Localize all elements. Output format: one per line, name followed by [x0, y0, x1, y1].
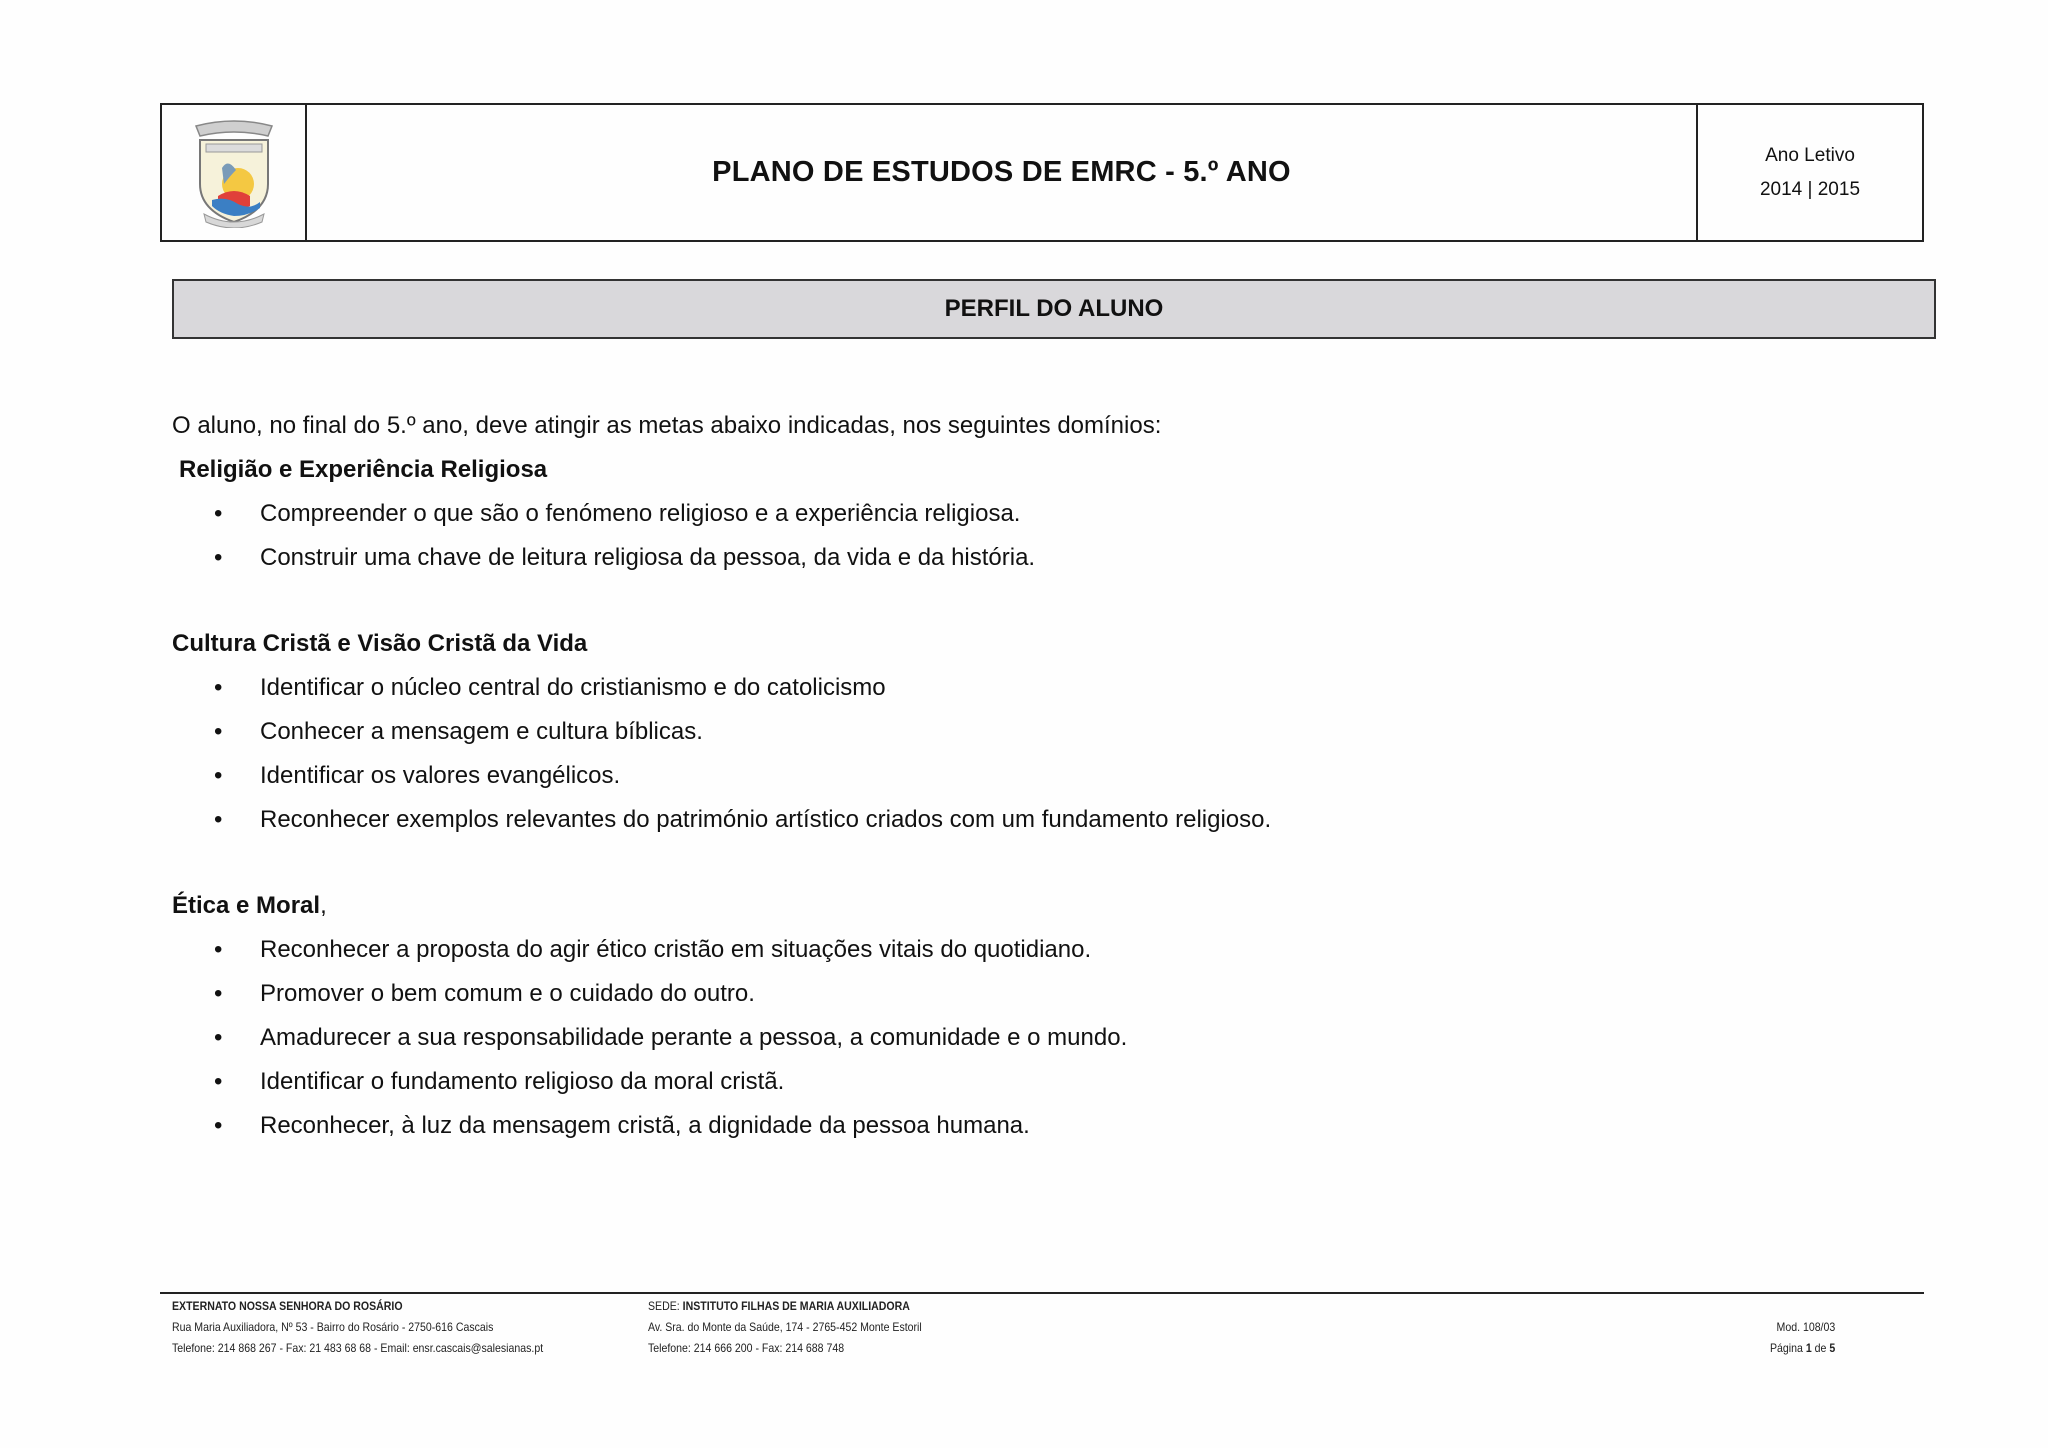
page-of: de	[1814, 1341, 1827, 1355]
list-item: • Conhecer a mensagem e cultura bíblicas.	[172, 710, 1872, 754]
section-title-text: Ética e Moral	[172, 892, 321, 919]
section-ethics	[172, 884, 1872, 1148]
list-item: • Reconhecer exemplos relevantes do património artístico criados com um fundamento religioso.	[172, 798, 1872, 842]
document-header	[160, 103, 1924, 242]
page-label: Página	[1770, 1341, 1803, 1355]
section-title	[172, 884, 1872, 928]
document-body	[172, 404, 1872, 1148]
list-item: • Identificar o núcleo central do cristianismo e do catolicismo	[172, 666, 1872, 710]
section-religion	[172, 448, 1872, 580]
footer-hq-name: INSTITUTO FILHAS DE MARIA AUXILIADORA	[682, 1299, 910, 1313]
footer-mod-code: Mod. 108/03	[1776, 1320, 1836, 1334]
list-item: • Amadurecer a sua responsabilidade perante a pessoa, a comunidade e o mundo.	[172, 1016, 1872, 1060]
goal-list	[172, 928, 1872, 1148]
school-year	[1698, 105, 1922, 240]
section-christian-culture	[172, 622, 1872, 842]
document-title: PLANO DE ESTUDOS DE EMRC - 5.º ANO	[307, 105, 1698, 240]
list-item: • Construir uma chave de leitura religiosa da pessoa, da vida e da história.	[172, 536, 1872, 580]
page-total: 5	[1829, 1341, 1836, 1355]
student-profile-heading: PERFIL DO ALUNO	[172, 279, 1936, 339]
footer-page-info	[1770, 1317, 1835, 1359]
section-title: Cultura Cristã e Visão Cristã da Vida	[172, 630, 588, 657]
footer-school-contacts: Telefone: 214 868 267 - Fax: 21 483 68 68 - Email: ensr.cascais@salesianas.pt	[172, 1341, 544, 1355]
page-current: 1	[1805, 1341, 1812, 1355]
list-item: • Reconhecer a proposta do agir ético cristão em situações vitais do quotidiano.	[172, 928, 1872, 972]
footer-hq-contacts: Telefone: 214 666 200 - Fax: 214 688 748	[648, 1341, 845, 1355]
footer-page-number	[1770, 1338, 1835, 1359]
footer-school	[172, 1296, 543, 1359]
footer-school-address: Rua Maria Auxiliadora, Nº 53 - Bairro do Rosário - 2750-616 Cascais	[172, 1320, 494, 1334]
list-item: • Promover o bem comum e o cuidado do outro.	[172, 972, 1872, 1016]
list-item: • Identificar os valores evangélicos.	[172, 754, 1872, 798]
footer-hq-prefix: SEDE:	[648, 1299, 680, 1313]
list-item: • Reconhecer, à luz da mensagem cristã, a dignidade da pessoa humana.	[172, 1104, 1872, 1148]
footer-headquarters	[648, 1296, 922, 1359]
logo-cell	[162, 105, 307, 240]
footer-hq-title	[648, 1296, 922, 1317]
goal-list	[172, 666, 1872, 842]
school-year-label: Ano Letivo	[1765, 144, 1855, 166]
school-crest-icon	[182, 118, 286, 228]
school-year-value: 2014 | 2015	[1759, 178, 1861, 200]
section-title: Religião e Experiência Religiosa	[179, 456, 548, 483]
list-item: • Compreender o que são o fenómeno religioso e a experiência religiosa.	[172, 492, 1872, 536]
section-title-suffix: ,	[320, 892, 327, 919]
footer-divider	[160, 1292, 1924, 1294]
intro-paragraph: O aluno, no final do 5.º ano, deve atingir as metas abaixo indicadas, nos seguintes domínios:	[172, 412, 1162, 439]
goal-list	[172, 492, 1872, 580]
list-item: • Identificar o fundamento religioso da moral cristã.	[172, 1060, 1872, 1104]
footer-school-name: EXTERNATO NOSSA SENHORA DO ROSÁRIO	[172, 1299, 403, 1313]
footer-hq-address: Av. Sra. do Monte da Saúde, 174 - 2765-452 Monte Estoril	[648, 1320, 922, 1334]
